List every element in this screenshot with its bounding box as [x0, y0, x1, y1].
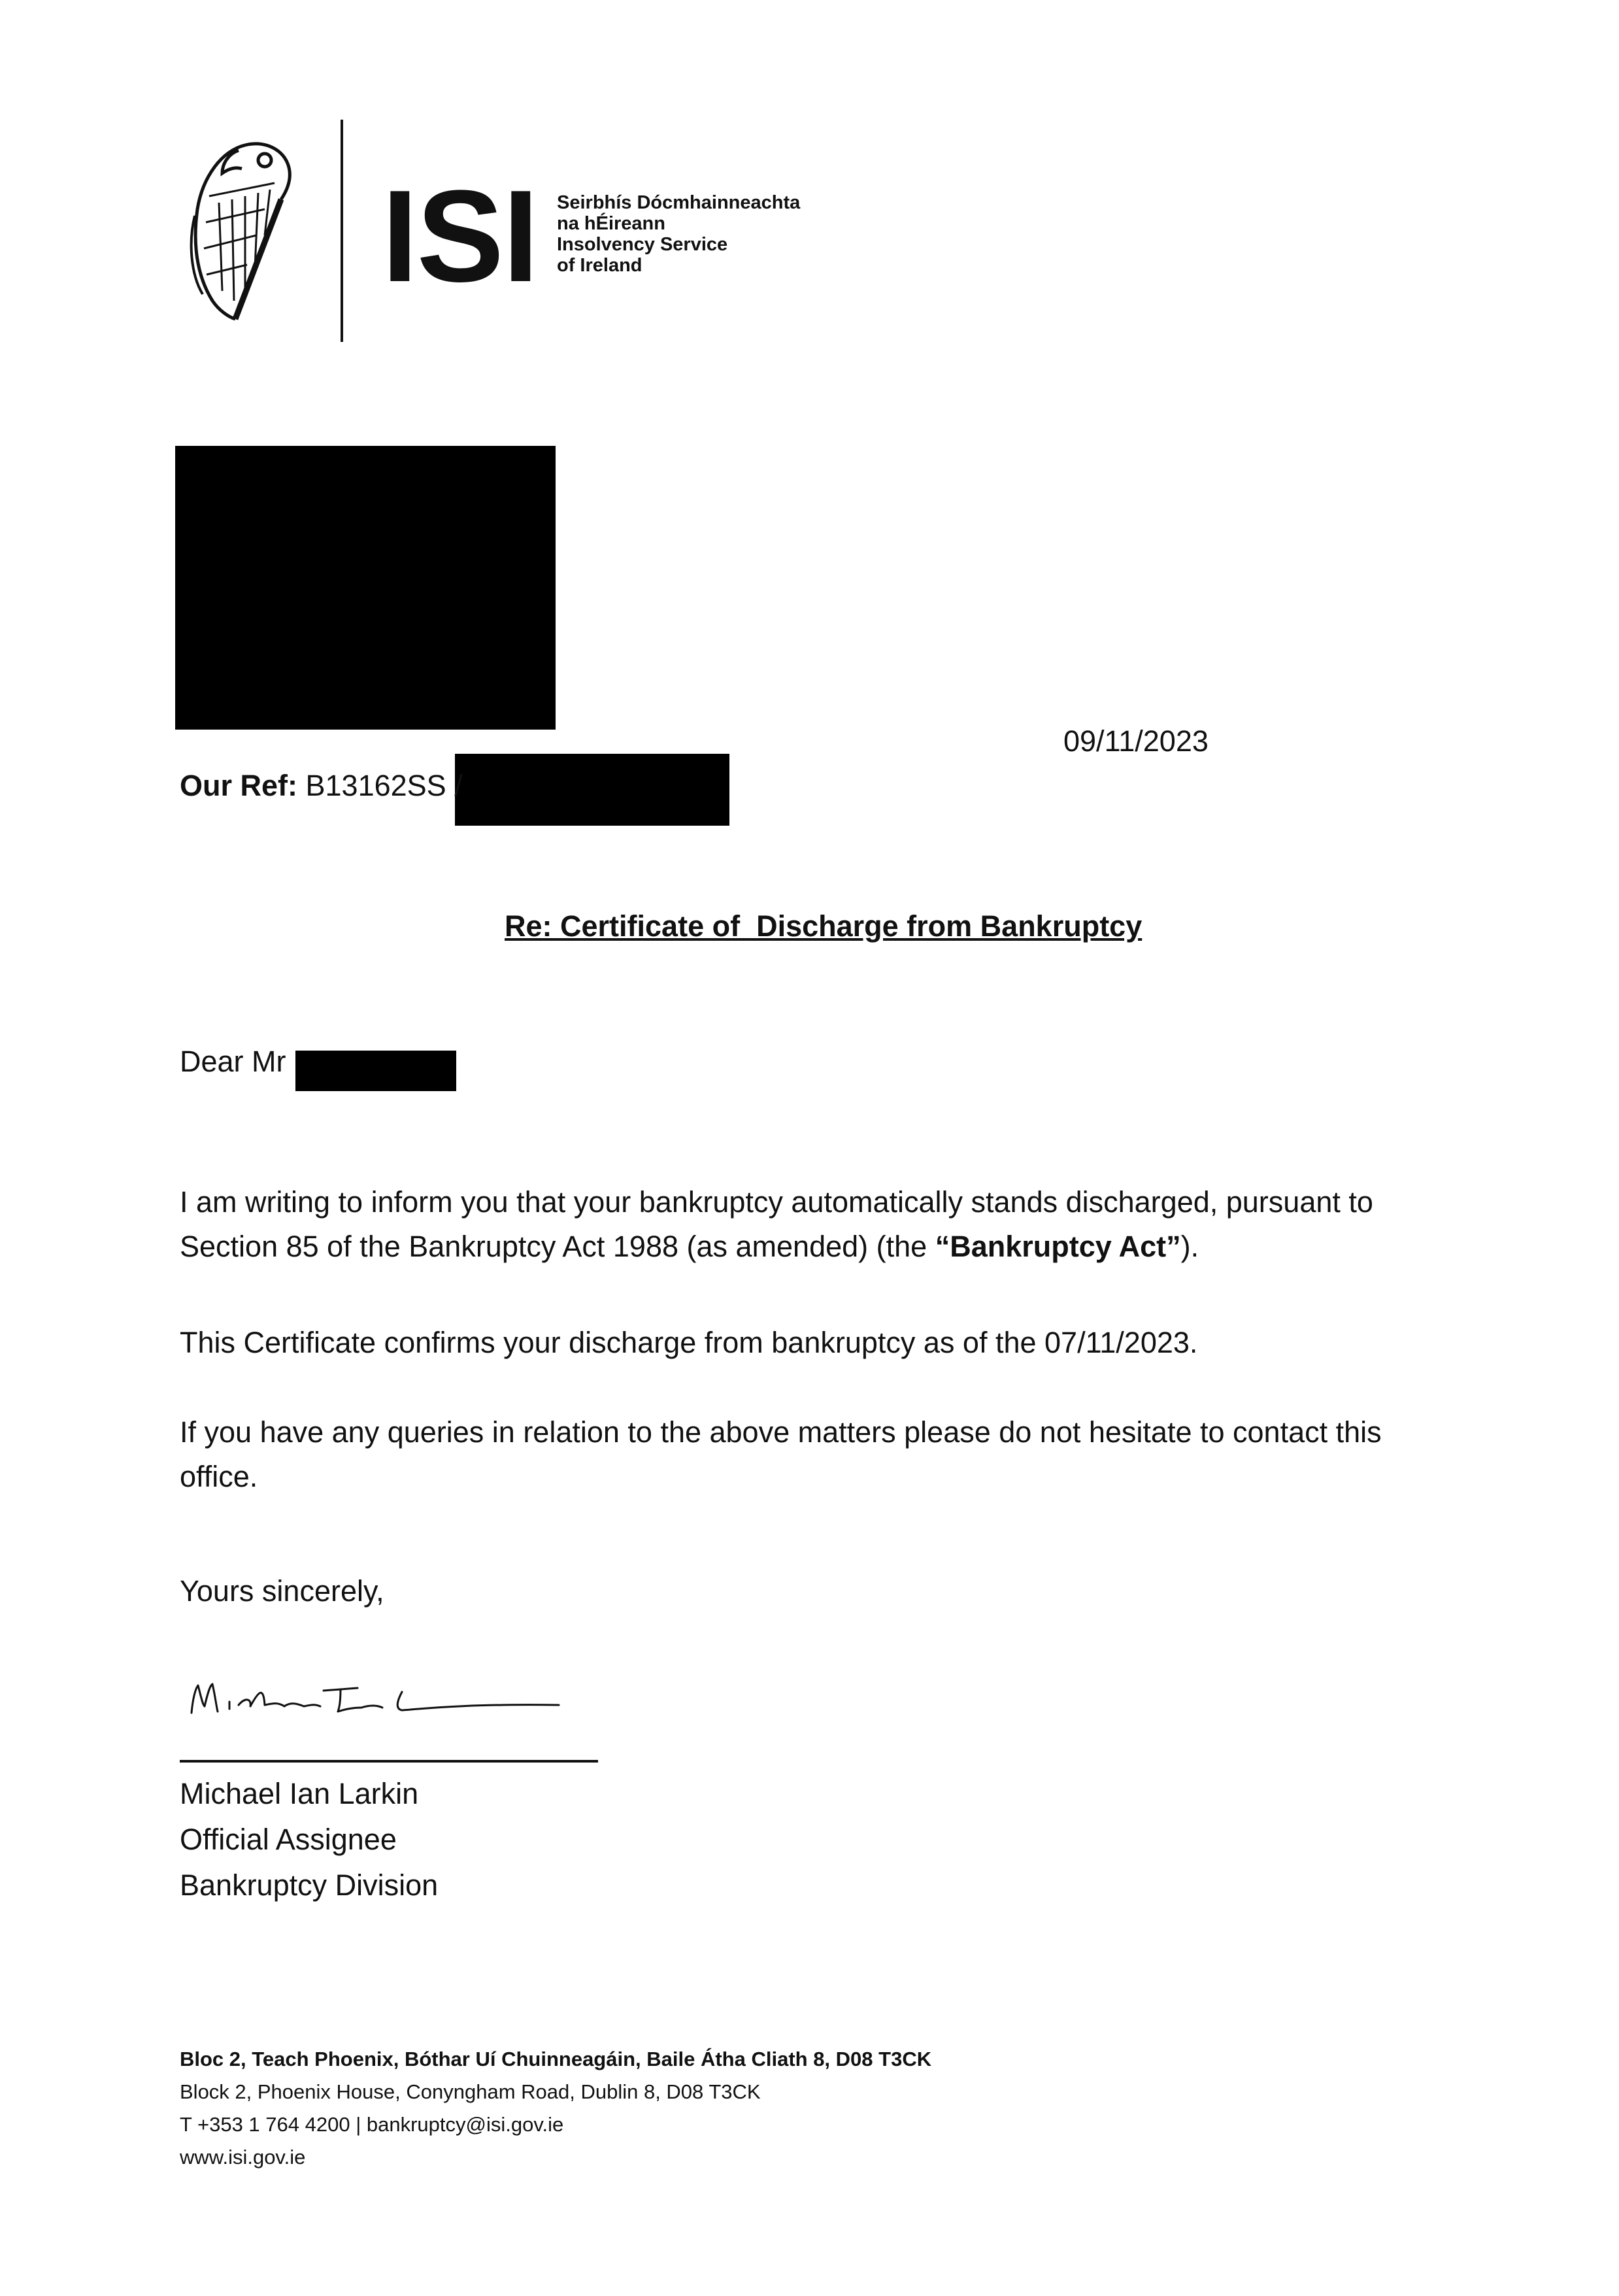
signature-line	[180, 1760, 598, 1763]
body-paragraph-1	[180, 1180, 1461, 1269]
letterhead-divider	[341, 120, 343, 342]
signatory-name: Michael Ian Larkin	[180, 1777, 419, 1810]
redacted-recipient-name	[295, 1051, 456, 1091]
handwritten-signature	[186, 1666, 578, 1725]
agency-name-line: na hÉireann	[557, 213, 665, 234]
agency-name-line: Insolvency Service	[557, 234, 728, 255]
body-paragraph-3: If you have any queries in relation to the above matters please do not hesitate to contact this office.	[180, 1415, 1382, 1493]
footer-english-address: Block 2, Phoenix House, Conyngham Road, Dublin 8, D08 T3CK	[180, 2080, 761, 2103]
para1-text: I am writing to inform you that your bankruptcy automatically stands discharged, pursuant to Section 85 of the Bankruptcy Act 1988 (as amended) (the	[180, 1185, 1373, 1263]
reference-line	[180, 764, 463, 808]
agency-name-line: of Ireland	[557, 255, 643, 276]
footer-irish-address: Bloc 2, Teach Phoenix, Bóthar Uí Chuinneagáin, Baile Átha Cliath 8, D08 T3CK	[180, 2048, 932, 2070]
signatory-block	[180, 1772, 438, 1909]
closing: Yours sincerely,	[180, 1574, 384, 1608]
reference-label: Our Ref:	[180, 769, 297, 802]
footer-contact: T +353 1 764 4200 | bankruptcy@isi.gov.ie	[180, 2113, 564, 2136]
para1-end: ).	[1180, 1230, 1199, 1263]
signatory-division: Bankruptcy Division	[180, 1868, 439, 1902]
isi-logo: ISI	[382, 163, 538, 309]
harp-emblem-icon	[183, 137, 301, 327]
reference-value: B13162SS /	[305, 769, 463, 802]
footer-address	[180, 2043, 931, 2174]
footer-website: www.isi.gov.ie	[180, 2146, 306, 2169]
para1-bold-term: “Bankruptcy Act”	[935, 1230, 1181, 1263]
redacted-address-block	[175, 446, 556, 730]
agency-name	[557, 192, 800, 276]
signatory-title: Official Assignee	[180, 1823, 397, 1856]
body-paragraph-2: This Certificate confirms your discharge from bankruptcy as of the 07/11/2023.	[180, 1326, 1198, 1359]
salutation: Dear Mr	[180, 1045, 286, 1078]
letter-date: 09/11/2023	[1063, 724, 1209, 758]
redacted-reference	[455, 754, 729, 826]
agency-name-line: Seirbhís Dócmhainneachta	[557, 192, 801, 213]
letter-subject: Re: Certificate of Discharge from Bankruptcy	[505, 909, 1143, 943]
